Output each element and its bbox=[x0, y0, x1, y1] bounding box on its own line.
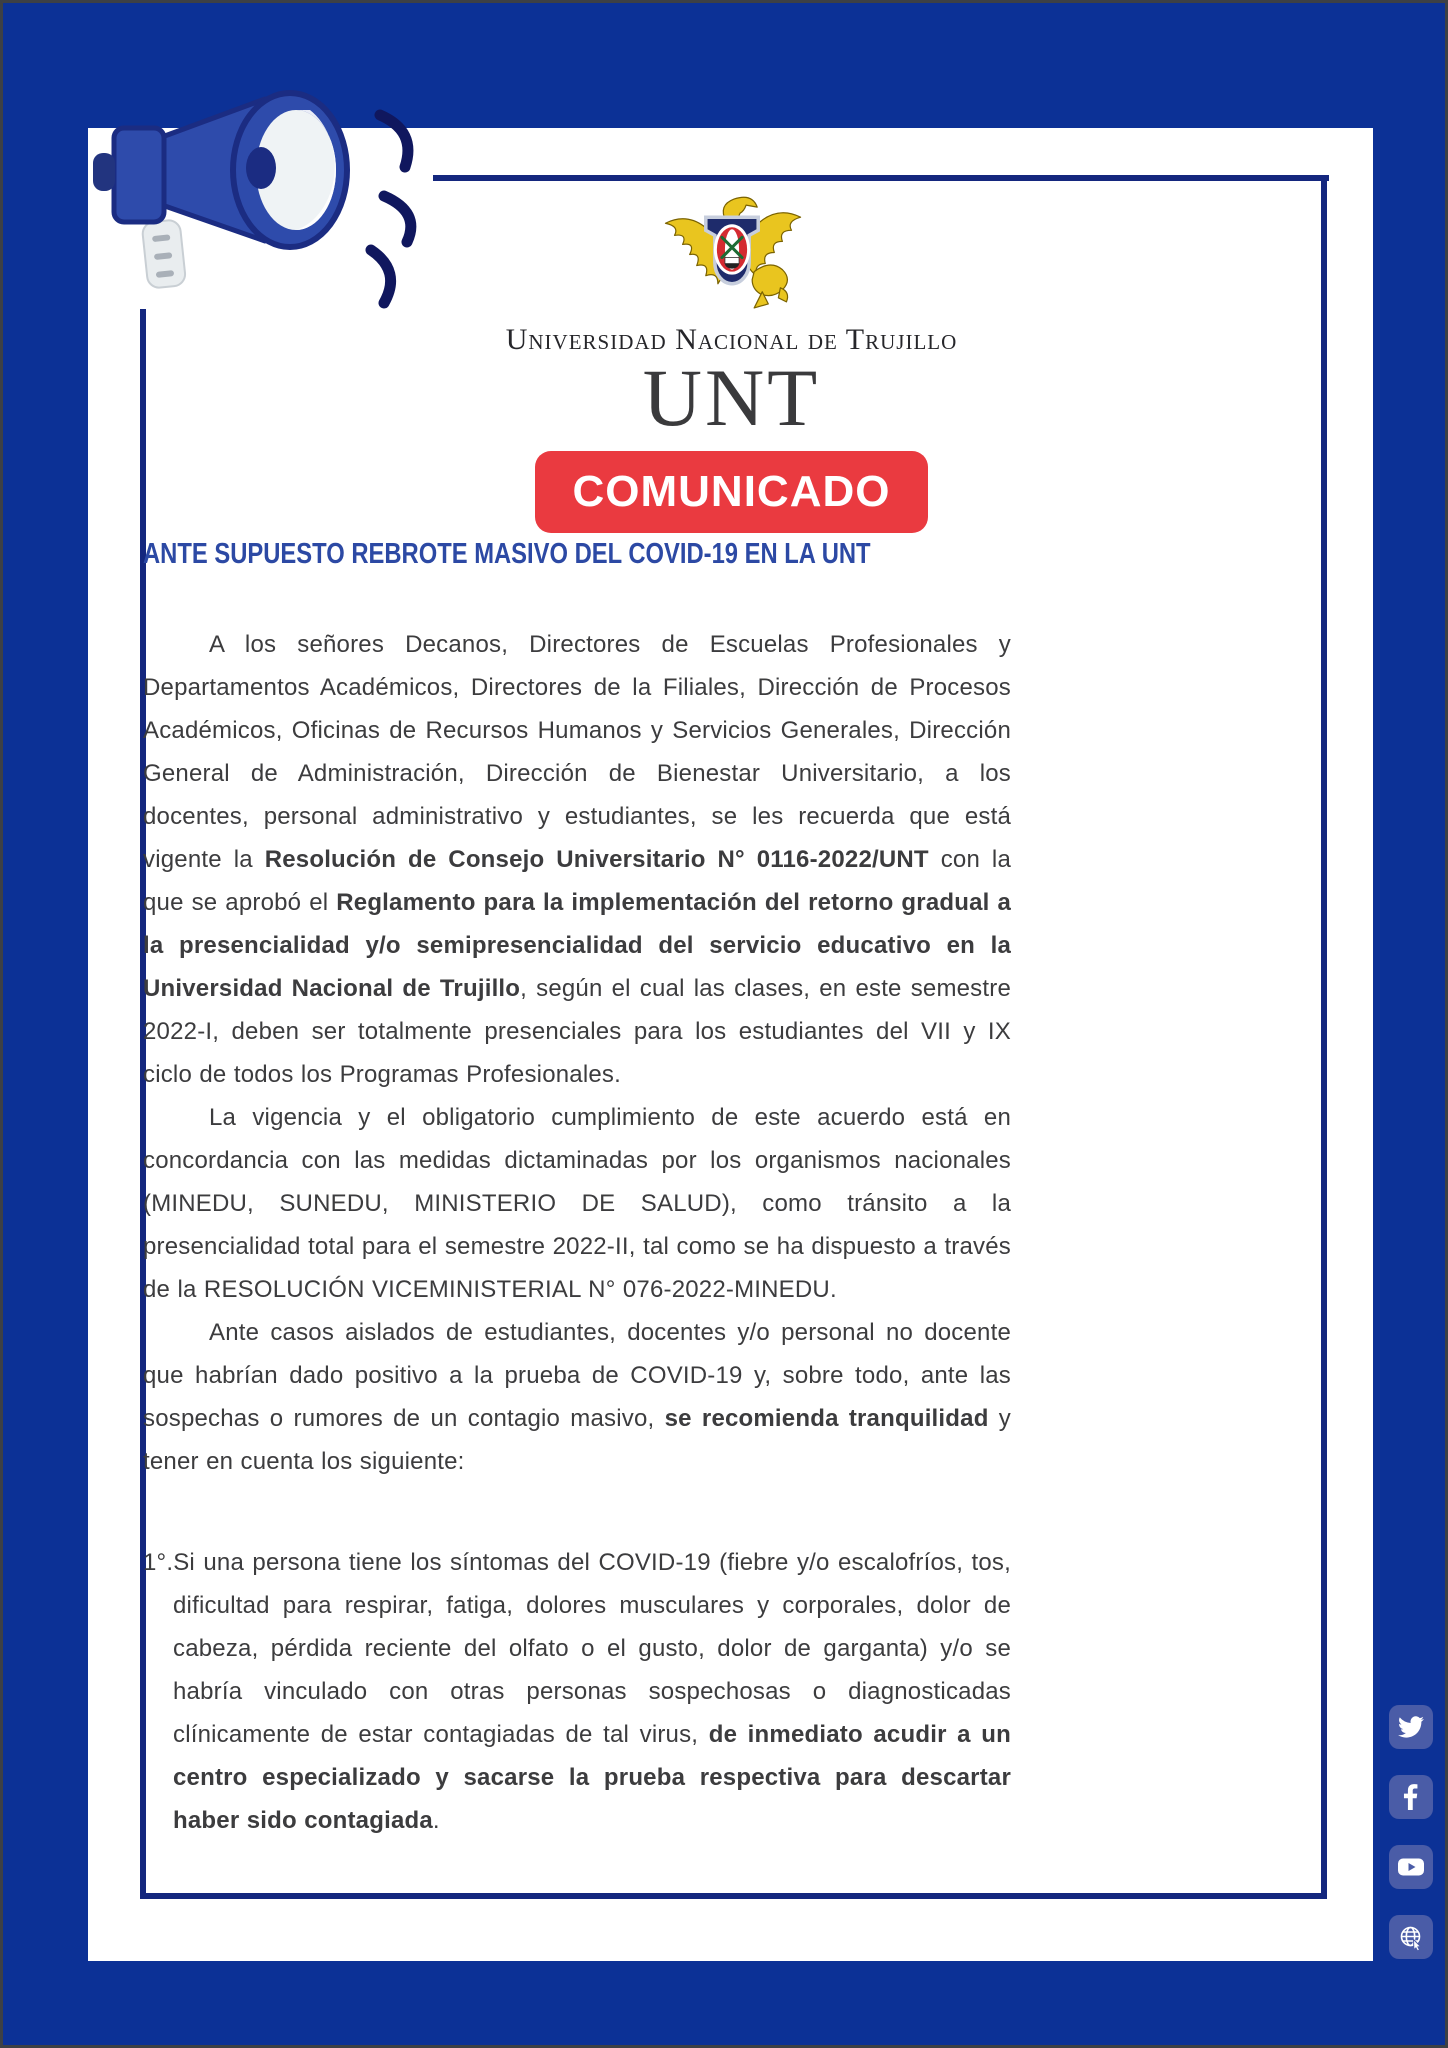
university-acronym: UNT bbox=[642, 352, 821, 443]
header bbox=[140, 191, 1323, 533]
list-item-number: 1°. bbox=[143, 1549, 174, 1576]
facebook-icon[interactable] bbox=[1389, 1775, 1433, 1819]
notice-paragraph: La vigencia y el obligatorio cumplimiento de este acuerdo está en concordancia con las medidas dictaminadas por los organismos nacionales (MINEDU, SUNEDU, MINISTERIO DE SALUD), como tránsito a la presencialidad total para el semestre 2022-II, tal como se ha dispuesto a través de la RESOLUCIÓN VICEMINISTERIAL N° 076-2022-MINEDU. bbox=[143, 1104, 1011, 1303]
notice-list-item: 1°.Si una persona tiene los síntomas del COVID-19 (fiebre y/o escalofríos, tos, dificultad para respirar, fatiga, dolores musculares y corporales, dolor de cabeza, pérdida reciente del olfato o el gusto, dolor de garganta) y/o se habría vinculado con otras personas sospechosas o diagnosticadas clínicamente de estar contagiadas de tal virus, de inmediato acudir a un centro especializado y sacarse la prueba respectiva para descartar haber sido contagiada. bbox=[143, 1549, 1012, 1834]
university-name: Universidad Nacional de Trujillo bbox=[505, 323, 958, 356]
notice-paragraph: A los señores Decanos, Directores de Escuelas Profesionales y Departamentos Académicos, Directores de la Filiales, Dirección de Procesos Académicos, Oficinas de Recursos Humanos y Servicios Generales, Dirección General de Administración, Dirección de Bienestar Universitario, a los docentes, personal administrativo y estudiantes, se les recuerda que está vigente la Resolución de Consejo Universitario N° 0116-2022/UNT con la que se aprobó el Reglamento para la implementación del retorno gradual a la presencialidad y/o semipresencialidad del servicio educativo en la Universidad Nacional de Trujillo, según el cual las clases, en este semestre 2022-I, deben ser totalmente presenciales para los estudiantes del VII y IX ciclo de todos los Programas Profesionales. bbox=[143, 631, 1012, 1088]
frame-line-top bbox=[433, 175, 1329, 181]
frame-line-bottom bbox=[140, 1893, 1327, 1899]
comunicado-banner bbox=[535, 451, 929, 533]
social-links bbox=[1389, 1705, 1433, 1959]
banner-label: COMUNICADO bbox=[572, 466, 891, 516]
notice-paragraph: Ante casos aislados de estudiantes, docentes y/o personal no docente que habrían dado positivo a la prueba de COVID-19 y, sobre todo, ante las sospechas o rumores de un contagio masivo, se recomienda tranquilidad y tener en cuenta los siguiente: bbox=[143, 1319, 1011, 1475]
notice-body bbox=[143, 623, 1011, 1483]
website-globe-icon[interactable] bbox=[1389, 1915, 1433, 1959]
twitter-icon[interactable] bbox=[1389, 1705, 1433, 1749]
youtube-icon[interactable] bbox=[1389, 1845, 1433, 1889]
unt-logo bbox=[651, 191, 813, 317]
notice-list bbox=[143, 1541, 1011, 1842]
notice-heading: ANTE SUPUESTO REBROTE MASIVO DEL COVID-19 EN LA UNT bbox=[143, 538, 871, 570]
